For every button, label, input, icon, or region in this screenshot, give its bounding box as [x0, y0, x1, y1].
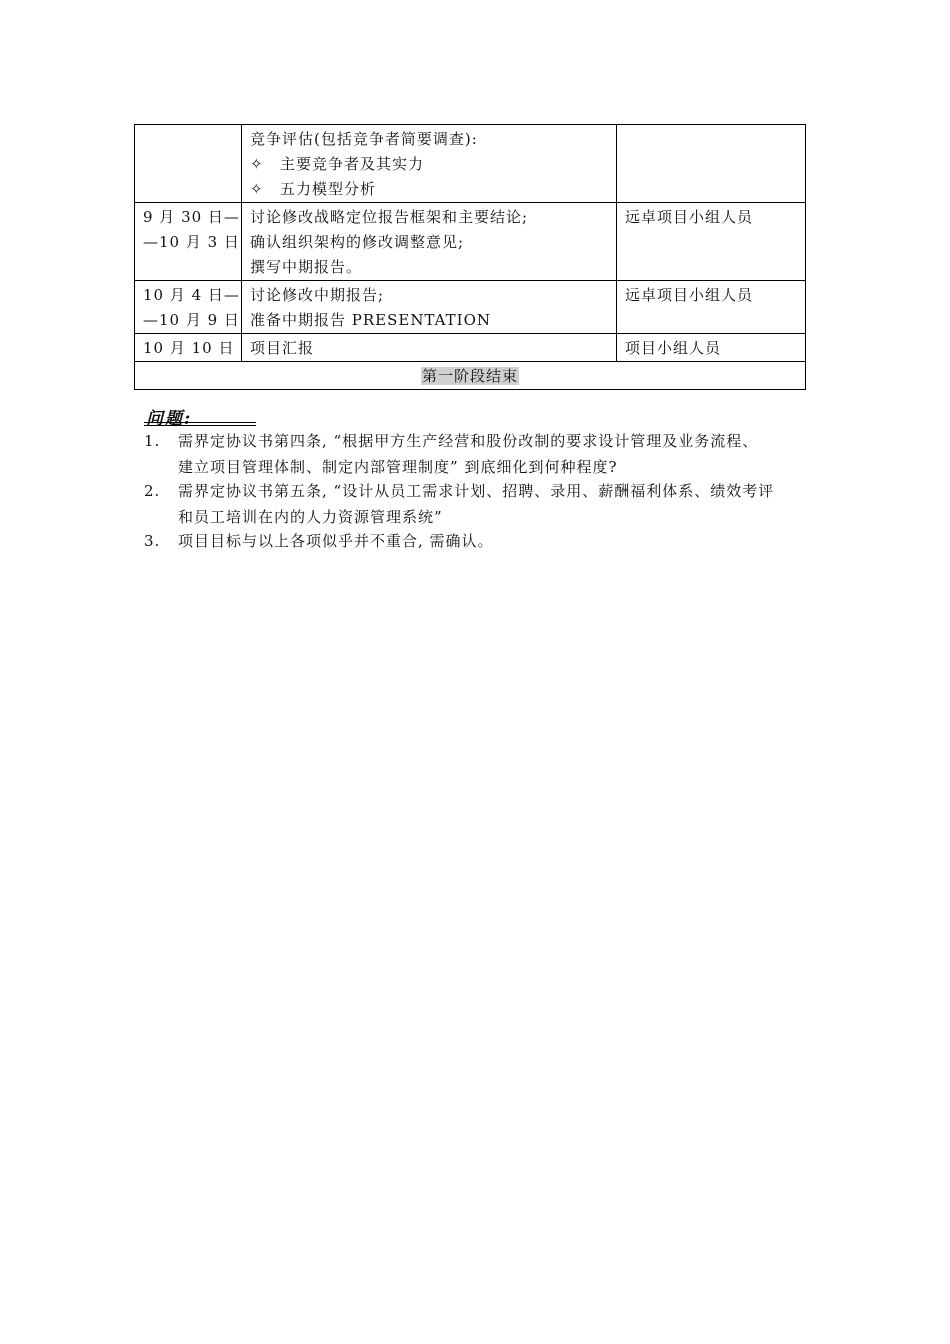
- questions-title: 问题:: [146, 409, 193, 429]
- date-line: 9 月 30 日—: [143, 208, 240, 226]
- task-cell: [242, 334, 617, 362]
- people-cell: 远卓项目小组人员: [617, 281, 806, 334]
- people-cell: [617, 125, 806, 203]
- table-row: [135, 362, 806, 390]
- table-row: [135, 334, 806, 362]
- item-text: 建立项目管理体制、制定内部管理制度” 到底细化到何种程度?: [178, 458, 618, 476]
- title-underline: [144, 425, 256, 426]
- task-cell: [242, 281, 617, 334]
- item-number: 3.: [144, 532, 161, 550]
- task-line: 准备中期报告 PRESENTATION: [250, 311, 492, 329]
- bullet-text: 五力模型分析: [280, 180, 377, 198]
- item-text: 需界定协议书第五条, “设计从员工需求计划、招聘、录用、薪酬福利体系、绩效考评: [178, 482, 775, 500]
- task-line: 项目汇报: [250, 339, 315, 357]
- item-text: 需界定协议书第四条, “根据甲方生产经营和股份改制的要求设计管理及业务流程、: [178, 432, 759, 450]
- table-row: [135, 281, 806, 334]
- item-text: 和员工培训在内的人力资源管理系统”: [178, 508, 443, 526]
- date-cell: [135, 203, 242, 281]
- people-cell: 远卓项目小组人员: [617, 203, 806, 281]
- date-cell: [135, 281, 242, 334]
- date-line: —10 月 9 日: [143, 311, 240, 329]
- task-line: 讨论修改战略定位报告框架和主要结论;: [250, 208, 529, 226]
- bullet-text: 主要竞争者及其实力: [280, 155, 425, 173]
- table-row: [135, 125, 806, 203]
- task-line: 确认组织架构的修改调整意见;: [250, 233, 465, 251]
- task-line: 撰写中期报告。: [250, 258, 363, 276]
- schedule-table: [134, 124, 806, 390]
- table-row: [135, 203, 806, 281]
- list-item: [144, 528, 814, 554]
- title-underline: [144, 422, 256, 423]
- list-item: [144, 428, 814, 480]
- people-cell: 项目小组人员: [617, 334, 806, 362]
- item-number: 1.: [144, 432, 161, 450]
- task-line: 竞争评估(包括竞争者简要调查):: [250, 130, 478, 148]
- list-item: [144, 478, 814, 530]
- date-line: 10 月 10 日: [143, 339, 235, 357]
- task-line: 讨论修改中期报告;: [250, 286, 385, 304]
- diamond-star-icon: ✧: [250, 155, 264, 173]
- phase-end-cell: [135, 362, 806, 390]
- item-text: 项目目标与以上各项似乎并不重合, 需确认。: [178, 532, 494, 550]
- item-number: 2.: [144, 482, 161, 500]
- date-cell: [135, 125, 242, 203]
- bullet-item: [250, 177, 608, 202]
- date-line: 10 月 4 日—: [143, 286, 240, 304]
- task-cell: [242, 125, 617, 203]
- bullet-item: [250, 152, 608, 177]
- date-line: —10 月 3 日: [143, 233, 240, 251]
- date-cell: [135, 334, 242, 362]
- diamond-star-icon: ✧: [250, 180, 264, 198]
- task-cell: [242, 203, 617, 281]
- phase-end-label: 第一阶段结束: [421, 367, 518, 385]
